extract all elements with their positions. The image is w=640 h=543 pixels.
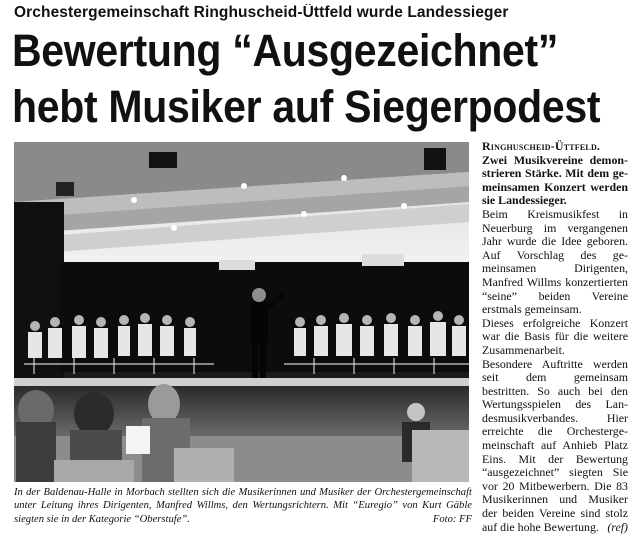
dateline: Ringhuscheid-Üttfeld. (482, 139, 601, 153)
lead-paragraph: Zwei Musikvereine demonstrieren Stärke. Mit dem gemeinsamen Konzert werden sie Landessieger. (482, 152, 628, 208)
photo-caption (14, 486, 472, 526)
body-paragraph-3 (482, 358, 628, 535)
caption-text: In der Baldenau-Halle in Morbach stellten sich die Musikerinnen und Musiker der Orchestergemeinschaft unter Leitung ihres Dirigenten, Manfred Willms, den Wertungsrichtern. Mit “Euregio” von Kurt Gäble siegten sie in der Kategorie “Oberstufe”. (14, 487, 472, 525)
body-paragraph-2: Dieses erfolgreiche Konzert war die Basis für die weitere Zusammenarbeit. (482, 315, 628, 357)
headline-line-1: Bewertung “Ausgezeichnet” (12, 25, 559, 76)
concert-photo (14, 142, 469, 482)
author-tag: (ref) (607, 519, 628, 534)
article-kicker: Orchestergemeinschaft Ringhuscheid-Üttfeld wurde Landessieger (14, 4, 509, 21)
headline-line-2: hebt Musiker auf Siegerpodest (12, 81, 601, 132)
body-paragraph-1: Beim Kreismusikfest in Neuerburg im vergangenen Jahr wurde die Idee geboren. Auf Vorschlag des gemeinsamen Dirigenten, Manfred Willms konzertierten “seine” beiden Vereine erstmals gemeinsam. (482, 206, 628, 317)
article-body (482, 140, 628, 534)
body-paragraph-3-text: Besondere Auftritte werden seit dem gemeinsam bestritten. So auch bei den Wertungsspielen des Landesmusikverbandes. Hier erreichte die Orchestergemeinschaft auf Anhieb Platz Eins. Mit der Bewertung “ausgezeichnet” siegten Sie vor 20 Mitbewerbern. Die 83 Musikerinnen und Musiker der beiden Vereine sind stolz auf die hohe Bewertung. (482, 356, 628, 534)
photo-credit: Foto: FF (432, 513, 472, 525)
